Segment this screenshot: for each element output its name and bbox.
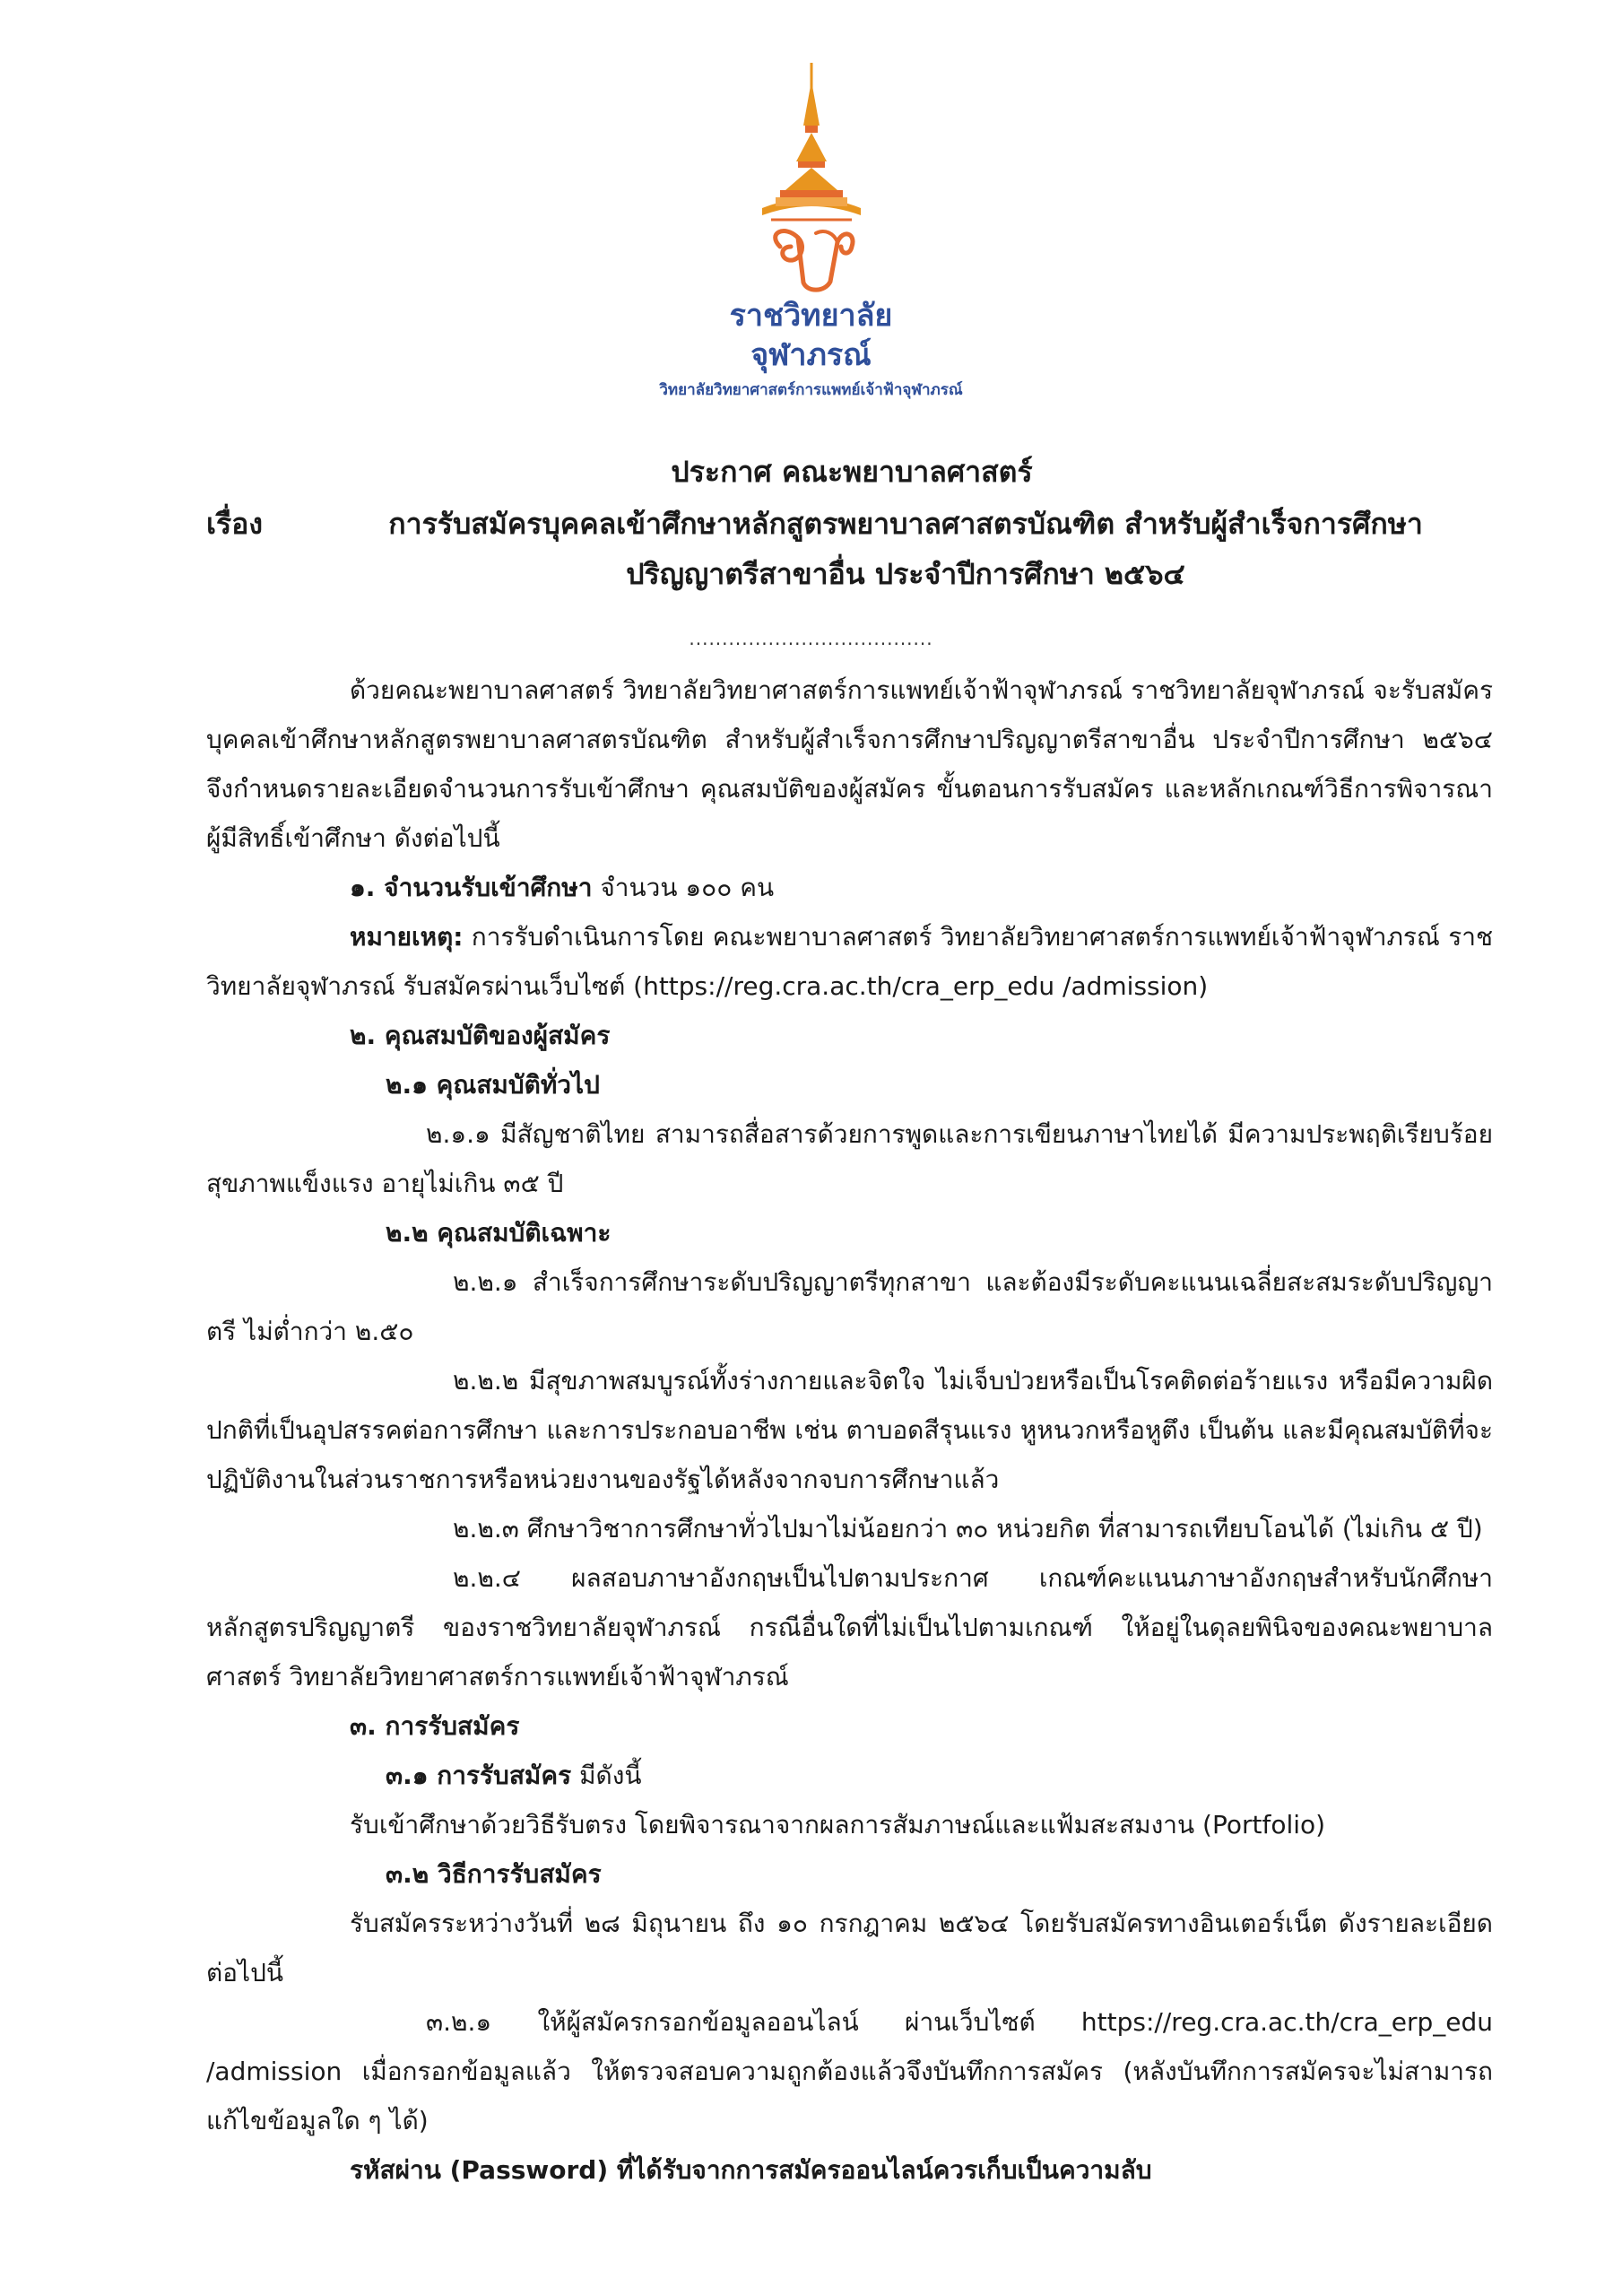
royal-crown-emblem-icon: [744, 63, 879, 296]
section-1: [206, 863, 1493, 912]
announcement-title: ประกาศ คณะพยาบาลศาสตร์: [671, 455, 1033, 489]
section-1-text: จำนวน ๑๐๐ คน: [600, 873, 775, 902]
section-2-1-title: ๒.๑ คุณสมบัติทั่วไป: [386, 1070, 600, 1100]
section-3-1: [206, 1751, 1493, 1800]
subject-block: [206, 499, 1497, 599]
logo-subtitle: วิทยาลัยวิทยาศาสตร์การแพทย์เจ้าฟ้าจุฬาภรณ์: [659, 381, 963, 399]
item-2-1-1: ๒.๑.๑ มีสัญชาติไทย สามารถสื่อสารด้วยการพูดและการเขียนภาษาไทยได้ มีความประพฤติเรียบร้อย สุขภาพแข็งแรง อายุไม่เกิน ๓๕ ปี: [206, 1119, 1493, 1198]
item-2-2-1: ๒.๒.๑ สำเร็จการศึกษาระดับปริญญาตรีทุกสาขา และต้องมีระดับคะแนนเฉลี่ยสะสมระดับปริญญาตรี ไม่ต่ำกว่า ๒.๕๐: [206, 1267, 1493, 1346]
section-1-title: ๑. จำนวนรับเข้าศึกษา: [350, 873, 593, 902]
section-2-title: ๒. คุณสมบัติของผู้สมัคร: [350, 1021, 611, 1050]
section-3-2-text: รับสมัครระหว่างวันที่ ๒๘ มิถุนายน ถึง ๑๐ กรกฎาคม ๒๕๖๔ โดยรับสมัครทางอินเตอร์เน็ต ดังรายละเอียดต่อไปนี้: [206, 1909, 1493, 1987]
item-2-2-2: ๒.๒.๒ มีสุขภาพสมบูรณ์ทั้งร่างกายและจิตใจ ไม่เจ็บป่วยหรือเป็นโรคติดต่อร้ายแรง หรือมีความผิดปกติที่เป็นอุปสรรคต่อการศึกษา และการประกอบอาชีพ เช่น ตาบอดสีรุนแรง หูหนวกหรือหูตึง เป็นต้น และมีคุณสมบัติที่จะปฏิบัติงานในส่วนราชการหรือหน่วยงานของรัฐได้หลังจากจบการศึกษาแล้ว: [206, 1366, 1493, 1494]
logo-name-line1: ราชวิทยาลัย: [729, 298, 893, 334]
document-body: [206, 665, 1493, 2195]
section-2-2-title: ๒.๒ คุณสมบัติเฉพาะ: [386, 1218, 612, 1248]
section-3-1-text: รับเข้าศึกษาด้วยวิธีรับตรง โดยพิจารณาจากผลการสัมภาษณ์และแฟ้มสะสมงาน (Portfolio): [350, 1810, 1326, 1839]
college-logo: [0, 63, 1622, 402]
password-note: รหัสผ่าน (Password) ที่ได้รับจากการสมัครออนไลน์ควรเก็บเป็นความลับ: [350, 2155, 1152, 2185]
separator-dots: .....................................: [689, 628, 933, 649]
section-3-1-suffix: มีดังนี้: [579, 1761, 642, 1790]
note-label: หมายเหตุ:: [350, 922, 464, 952]
subject-label: เรื่อง: [206, 507, 263, 541]
item-2-2-3: ๒.๒.๓ ศึกษาวิชาการศึกษาทั่วไปมาไม่น้อยกว่า ๓๐ หน่วยกิต ที่สามารถเทียบโอนได้ (ไม่เกิน ๕ ปี): [453, 1514, 1483, 1544]
note-text: การรับดำเนินการโดย คณะพยาบาลศาสตร์ วิทยาลัยวิทยาศาสตร์การแพทย์เจ้าฟ้าจุฬาภรณ์ ราชวิทยาลัยจุฬาภรณ์ รับสมัครผ่านเว็บไซต์ (https://reg.cra.ac.th/cra_erp_edu /admission): [206, 922, 1493, 1001]
section-3-title: ๓. การรับสมัคร: [350, 1711, 520, 1741]
intro-paragraph: ด้วยคณะพยาบาลศาสตร์ วิทยาลัยวิทยาศาสตร์การแพทย์เจ้าฟ้าจุฬาภรณ์ ราชวิทยาลัยจุฬาภรณ์ จะรับสมัครบุคคลเข้าศึกษาหลักสูตรพยาบาลศาสตรบัณฑิต สำหรับผู้สำเร็จการศึกษาปริญญาตรีสาขาอื่น ประจำปีการศึกษา ๒๕๖๔ จึงกำหนดรายละเอียดจำนวนการรับเข้าศึกษา คุณสมบัติของผู้สมัคร ขั้นตอนการรับสมัคร และหลักเกณฑ์วิธีการพิจารณาผู้มีสิทธิ์เข้าศึกษา ดังต่อไปนี้: [206, 675, 1493, 853]
section-3-2-title: ๓.๒ วิธีการรับสมัคร: [386, 1859, 602, 1889]
item-3-2-1: ๓.๒.๑ ให้ผู้สมัครกรอกข้อมูลออนไลน์ ผ่านเว็บไซต์ https://reg.cra.ac.th/cra_erp_edu /admission เมื่อกรอกข้อมูลแล้ว ให้ตรวจสอบความถูกต้องแล้วจึงบันทึกการสมัคร (หลังบันทึกการสมัครจะไม่สามารถแก้ไขข้อมูลใด ๆ ได้): [206, 2007, 1493, 2135]
subject-line-1: การรับสมัครบุคคลเข้าศึกษาหลักสูตรพยาบาลศาสตรบัณฑิต สำหรับผู้สำเร็จการศึกษา: [388, 507, 1423, 541]
logo-name-line2: จุฬาภรณ์: [750, 337, 872, 373]
subject-line-2: ปริญญาตรีสาขาอื่น ประจำปีการศึกษา ๒๕๖๔: [626, 557, 1185, 591]
note-paragraph: [206, 912, 1493, 1011]
item-2-2-4: ๒.๒.๔ ผลสอบภาษาอังกฤษเป็นไปตามประกาศ เกณฑ์คะแนนภาษาอังกฤษสำหรับนักศึกษาหลักสูตรปริญญาตรี ของราชวิทยาลัยจุฬาภรณ์ กรณีอื่นใดที่ไม่เป็นไปตามเกณฑ์ ให้อยู่ในดุลยพินิจของคณะพยาบาลศาสตร์ วิทยาลัยวิทยาศาสตร์การแพทย์เจ้าฟ้าจุฬาภรณ์: [206, 1563, 1493, 1692]
section-3-1-title: ๓.๑ การรับสมัคร: [386, 1761, 572, 1790]
